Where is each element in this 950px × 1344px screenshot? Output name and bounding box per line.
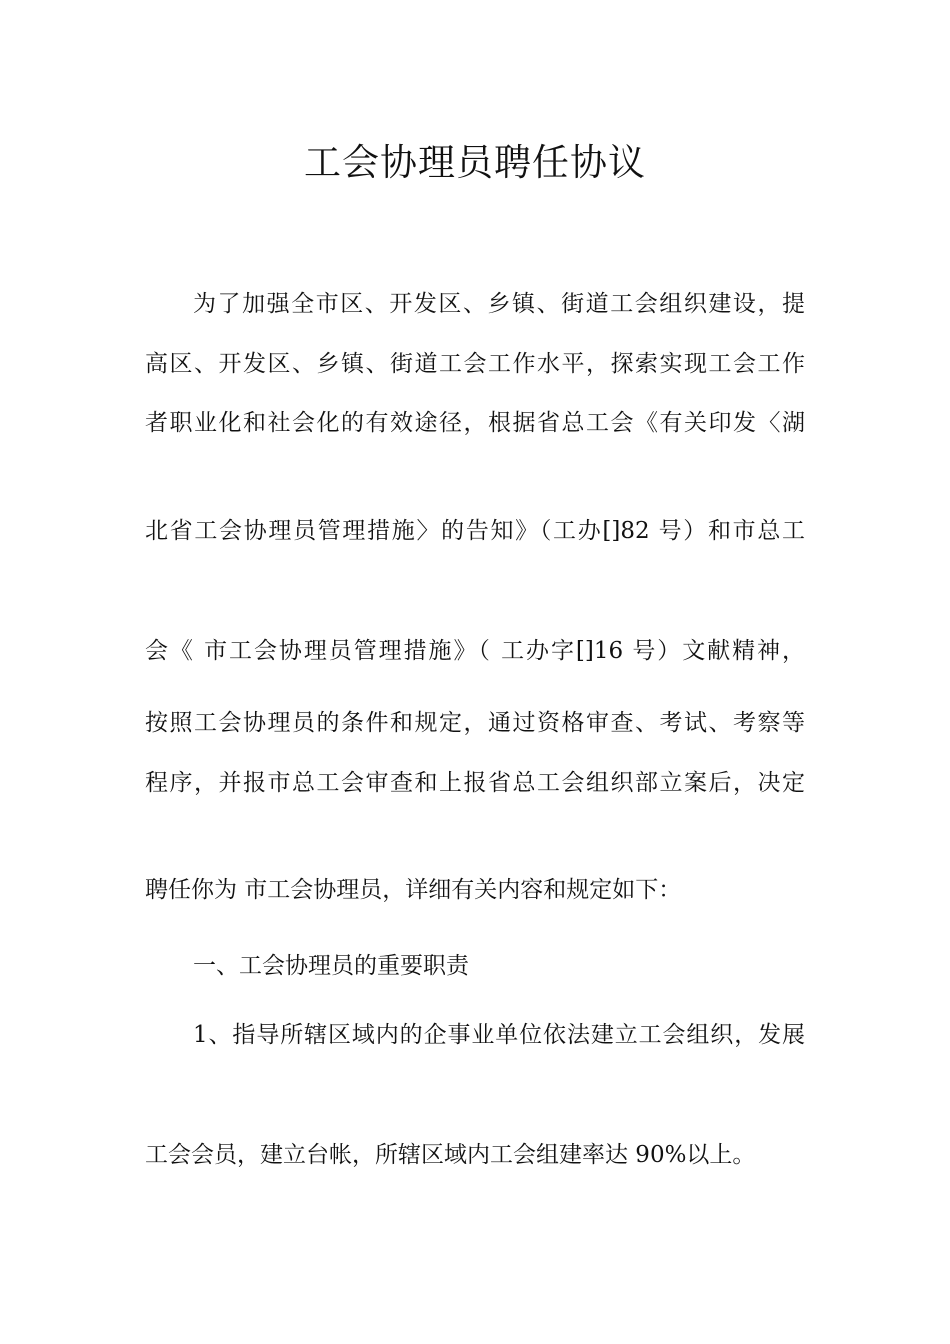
paragraph-line: 工会会员，建立台帐，所辖区域内工会组建率达 90%以上。 [145, 1142, 756, 1168]
paragraph-line: 者职业化和社会化的有效途径，根据省总工会《有关印发〈湖 [145, 410, 805, 436]
document-title: 工会协理员聘任协议 [304, 141, 646, 184]
paragraph-line: 高区、开发区、乡镇、街道工会工作水平，探索实现工会工作 [145, 351, 805, 377]
section-heading: 一、工会协理员的重要职责 [193, 953, 469, 979]
paragraph-line: 聘任你为 市工会协理员，详细有关内容和规定如下： [145, 877, 682, 903]
paragraph-line: 会《 市工会协理员管理措施》（ 工办字[]16 号）文献精神， [145, 638, 805, 664]
paragraph-line: 程序，并报市总工会审查和上报省总工会组织部立案后，决定 [145, 770, 805, 796]
paragraph-line: 按照工会协理员的条件和规定，通过资格审查、考试、考察等 [145, 710, 805, 736]
paragraph-line: 北省工会协理员管理措施〉的告知》（工办[]82 号）和市总工 [145, 518, 805, 544]
paragraph-line: 1、指导所辖区域内的企事业单位依法建立工会组织，发展 [193, 1022, 805, 1048]
paragraph-line: 为了加强全市区、开发区、乡镇、街道工会组织建设，提 [193, 291, 805, 317]
